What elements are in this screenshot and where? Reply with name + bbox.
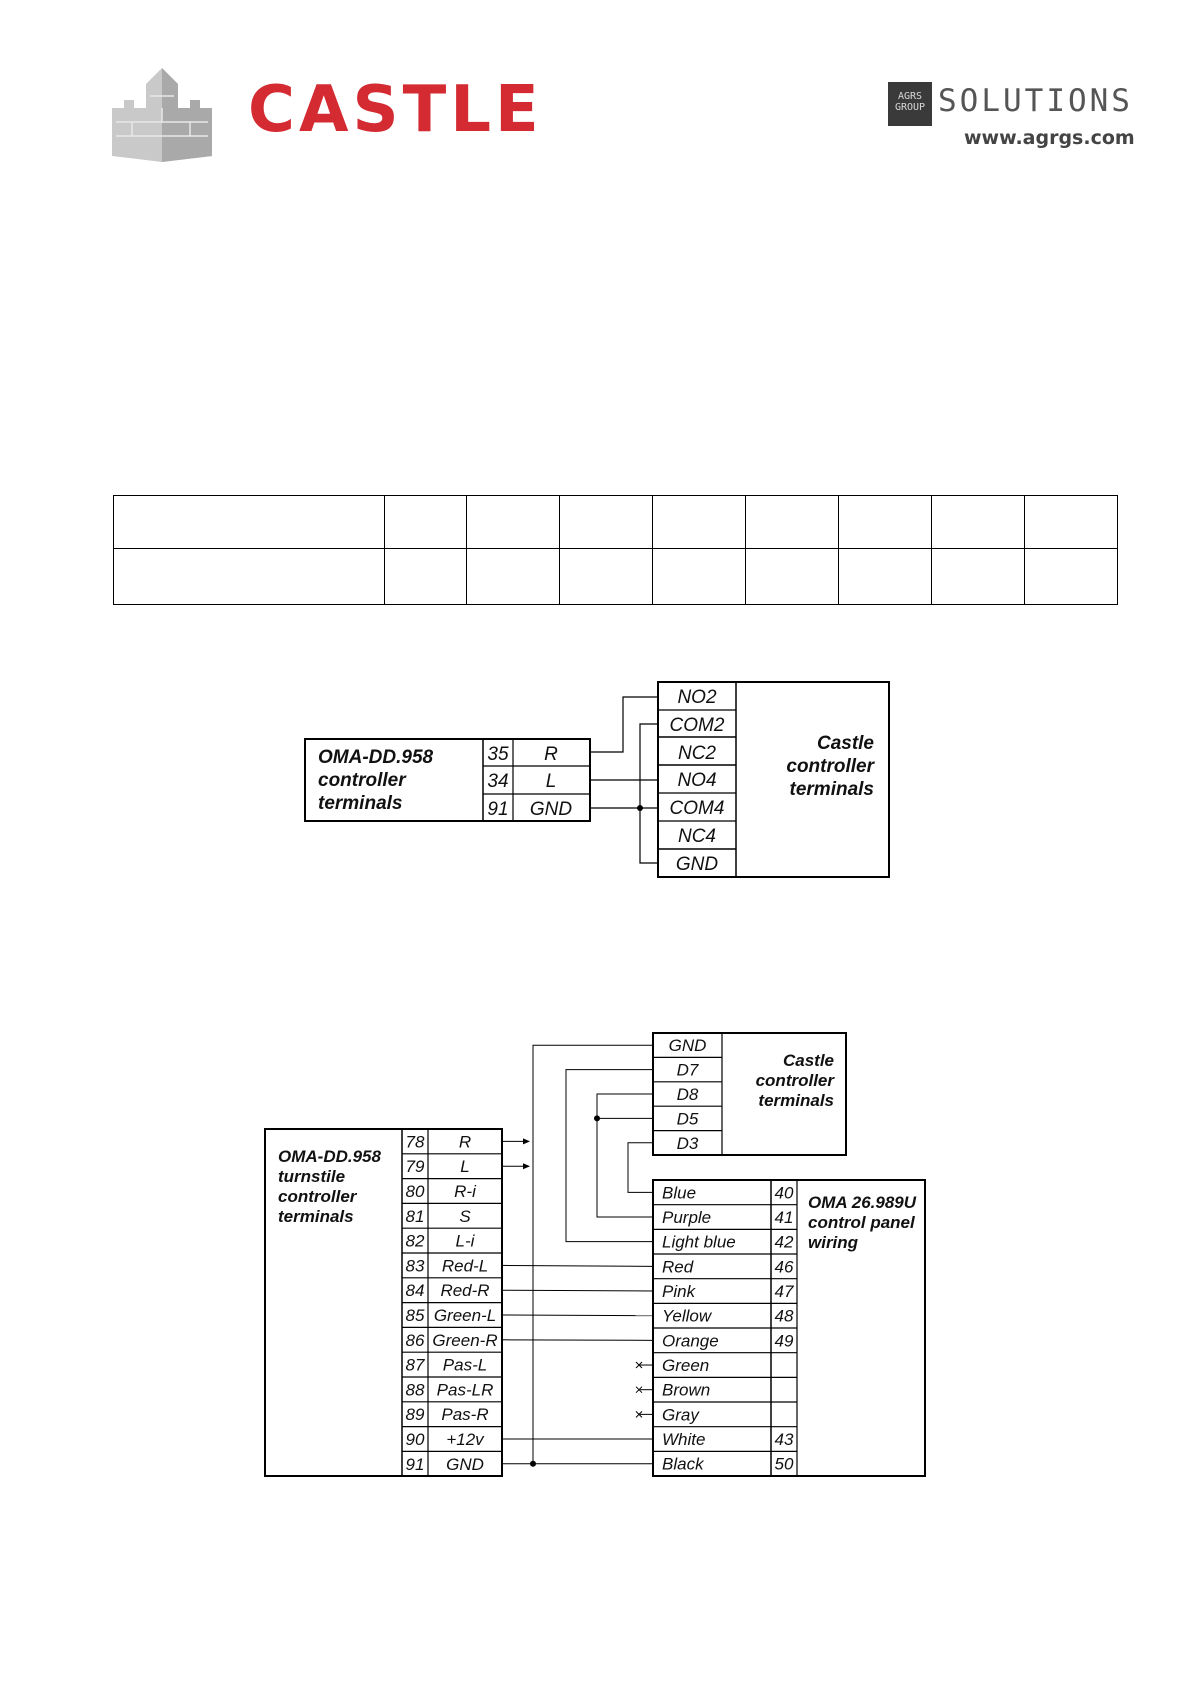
d2-panel-title-line: OMA 26.989U bbox=[808, 1193, 917, 1212]
panel-wire-color: Black bbox=[662, 1454, 704, 1474]
panel-wire-color: Purple bbox=[662, 1208, 712, 1228]
d1-left-title-line: controller bbox=[318, 770, 406, 791]
d2-panel-title-line: wiring bbox=[808, 1233, 859, 1252]
panel-wire-number: 49 bbox=[774, 1331, 794, 1351]
turnstile-pin-name: L-i bbox=[455, 1231, 475, 1251]
panel-wire-color: Orange bbox=[662, 1331, 719, 1351]
wire bbox=[502, 1290, 653, 1291]
d1-pin-name: L bbox=[545, 771, 557, 792]
castle-terminal-label: GND bbox=[668, 1036, 707, 1056]
panel-wire-number: 47 bbox=[774, 1282, 794, 1302]
turnstile-pin-name: Red-R bbox=[440, 1281, 490, 1301]
d2-castle-title-line: terminals bbox=[758, 1091, 834, 1110]
panel-wire-color: Light blue bbox=[662, 1232, 736, 1252]
partner-name: SOLUTIONS bbox=[938, 83, 1133, 119]
turnstile-pin-number: 78 bbox=[405, 1132, 425, 1152]
d2-left-title-line: turnstile bbox=[278, 1167, 346, 1186]
d1-right-title-line: Castle bbox=[816, 733, 874, 754]
gnd-common-wire bbox=[533, 1045, 653, 1464]
d1-pin-name: GND bbox=[529, 799, 573, 820]
turnstile-pin-number: 90 bbox=[405, 1430, 425, 1449]
panel-wire-color: Yellow bbox=[662, 1306, 712, 1326]
d2-left-title-line: terminals bbox=[278, 1207, 354, 1226]
panel-wire-color: White bbox=[662, 1430, 706, 1450]
d2-panel-title-line: control panel bbox=[808, 1213, 915, 1232]
castle-terminal-label: D7 bbox=[676, 1060, 699, 1080]
turnstile-pin-number: 84 bbox=[405, 1281, 425, 1301]
turnstile-pin-name: +12v bbox=[446, 1430, 484, 1449]
panel-wire-number: 42 bbox=[774, 1232, 794, 1252]
junction-dot-icon bbox=[530, 1461, 536, 1467]
d1-pin-number: 91 bbox=[487, 799, 509, 820]
panel-wire-number: 43 bbox=[774, 1430, 794, 1450]
d1-terminal: COM2 bbox=[669, 715, 725, 736]
turnstile-pin-number: 79 bbox=[405, 1157, 425, 1177]
castle-terminal-label: D8 bbox=[676, 1085, 699, 1104]
d1-terminal: COM4 bbox=[669, 798, 725, 819]
turnstile-pin-number: 85 bbox=[405, 1306, 425, 1325]
turnstile-pin-name: Pas-LR bbox=[436, 1380, 494, 1400]
panel-wire-number: 40 bbox=[774, 1183, 794, 1203]
turnstile-pin-name: GND bbox=[446, 1454, 484, 1474]
arrow-head-icon bbox=[523, 1138, 530, 1144]
turnstile-pin-name: Red-L bbox=[441, 1256, 489, 1276]
turnstile-pin-number: 83 bbox=[405, 1256, 425, 1276]
turnstile-pin-name: Green-R bbox=[432, 1330, 498, 1350]
wire bbox=[502, 1265, 653, 1266]
turnstile-pin-number: 81 bbox=[405, 1206, 425, 1226]
partner-badge-top: AGRS bbox=[897, 91, 923, 102]
website-url[interactable]: www.agrgs.com bbox=[964, 127, 1135, 149]
castle-terminal-label: D5 bbox=[676, 1109, 699, 1129]
turnstile-pin-number: 91 bbox=[405, 1454, 425, 1474]
wire bbox=[502, 1340, 653, 1341]
d1-pin-number: 35 bbox=[487, 744, 509, 765]
wire bbox=[597, 1094, 653, 1217]
turnstile-pin-name: R bbox=[458, 1132, 472, 1152]
d1-left-title-line: terminals bbox=[318, 793, 403, 814]
arrow-head-icon bbox=[523, 1163, 530, 1169]
d2-castle-title-line: controller bbox=[755, 1071, 834, 1090]
panel-wire-number: 50 bbox=[774, 1454, 794, 1474]
junction-dot-icon bbox=[594, 1115, 600, 1121]
turnstile-pin-name: R-i bbox=[454, 1182, 476, 1201]
d1-terminal: NO2 bbox=[677, 687, 717, 708]
panel-wire-color: Red bbox=[662, 1257, 694, 1277]
wire bbox=[566, 1070, 653, 1242]
turnstile-pin-name: S bbox=[459, 1206, 471, 1226]
turnstile-pin-name: Pas-R bbox=[441, 1405, 489, 1425]
turnstile-pin-number: 86 bbox=[405, 1330, 425, 1350]
turnstile-pin-name: L bbox=[460, 1157, 470, 1177]
d2-castle-title-line: Castle bbox=[782, 1051, 834, 1070]
d1-pin-name: R bbox=[544, 744, 558, 765]
d1-left-title-line: OMA-DD.958 bbox=[318, 747, 434, 768]
d2-left-title-line: controller bbox=[278, 1187, 357, 1206]
panel-wire-color: Green bbox=[662, 1356, 710, 1376]
d1-right-title-line: terminals bbox=[789, 779, 874, 800]
panel-wire-color: Blue bbox=[662, 1183, 697, 1203]
panel-wire-number: 46 bbox=[774, 1257, 794, 1277]
turnstile-pin-number: 87 bbox=[405, 1355, 425, 1375]
d1-terminal: NC2 bbox=[677, 743, 717, 764]
panel-wire-color: Brown bbox=[662, 1380, 711, 1400]
wire bbox=[502, 1315, 653, 1316]
panel-wire-color: Gray bbox=[662, 1405, 699, 1425]
d1-right-title-line: controller bbox=[786, 756, 874, 777]
d1-pin-number: 34 bbox=[487, 771, 509, 792]
d2-left-title-line: OMA-DD.958 bbox=[278, 1147, 381, 1166]
panel-wire-number: 48 bbox=[774, 1306, 794, 1326]
partner-badge-bottom: GROUP bbox=[894, 102, 926, 113]
wire bbox=[628, 1143, 653, 1193]
brand-name: CASTLE bbox=[248, 73, 543, 147]
d1-terminal: NO4 bbox=[677, 770, 717, 791]
panel-wire-color: Pink bbox=[662, 1282, 696, 1302]
panel-wire-number: 41 bbox=[774, 1208, 794, 1228]
turnstile-pin-number: 89 bbox=[405, 1405, 425, 1425]
turnstile-pin-number: 88 bbox=[405, 1380, 425, 1400]
turnstile-pin-number: 80 bbox=[405, 1182, 425, 1201]
d1-terminal: NC4 bbox=[677, 826, 717, 847]
castle-terminal-label: D3 bbox=[676, 1133, 699, 1153]
turnstile-pin-name: Green-L bbox=[433, 1306, 497, 1325]
turnstile-pin-name: Pas-L bbox=[442, 1355, 488, 1375]
turnstile-pin-number: 82 bbox=[405, 1231, 425, 1251]
d1-terminal: GND bbox=[675, 854, 719, 875]
